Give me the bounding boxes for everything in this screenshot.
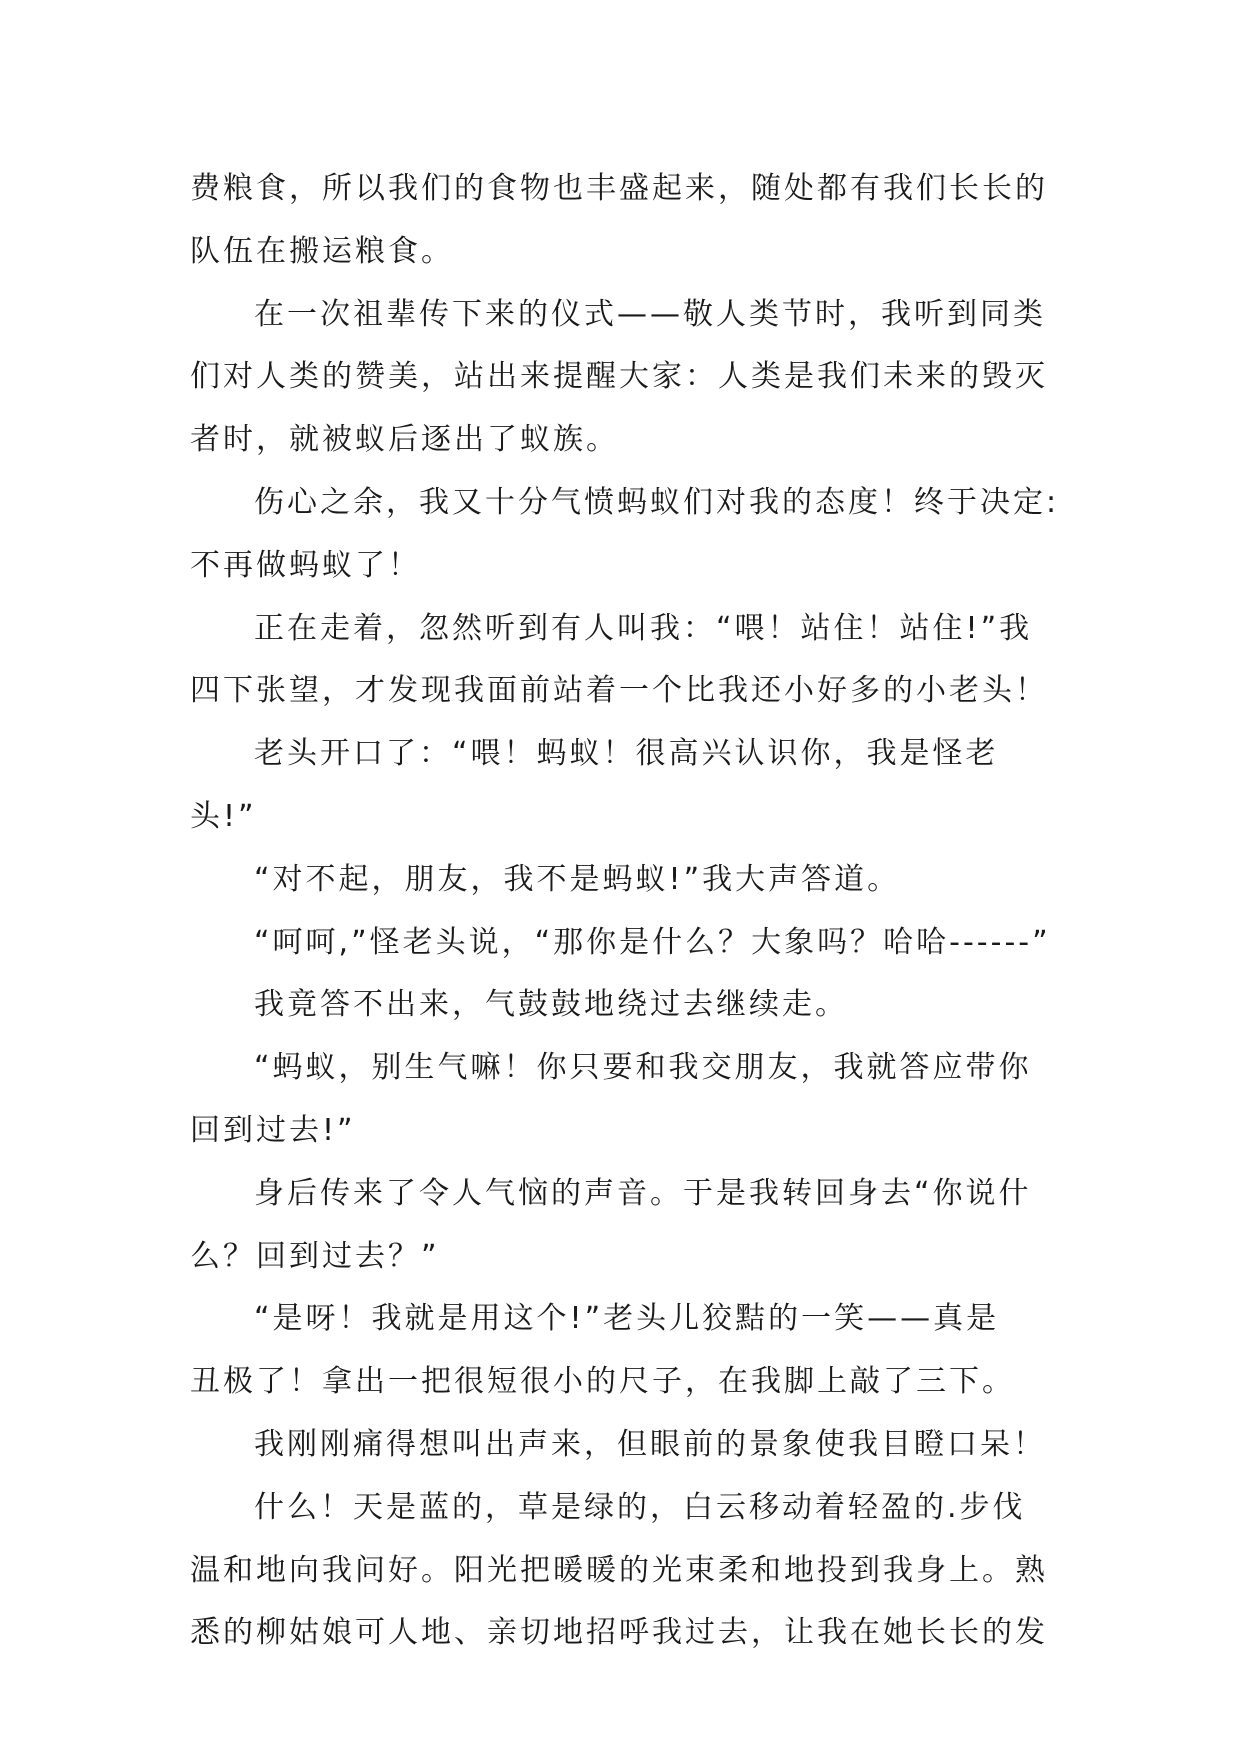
text-line: 温和地向我问好。阳光把暖暖的光束柔和地投到我身上。熟 [190, 1552, 1048, 1588]
text-line: 头!” [190, 798, 257, 834]
text-line: “呵呵,”怪老头说，“那你是什么？大象吗？哈哈------” [254, 924, 1051, 960]
text-line: 伤心之余，我又十分气愤蚂蚁们对我的态度！终于决定: [254, 484, 1060, 520]
body-text [190, 158, 1070, 1665]
text-line: 么？回到过去？” [190, 1238, 440, 1274]
text-line: 四下张望，才发现我面前站着一个比我还小好多的小老头！ [190, 673, 1048, 709]
text-line: “对不起，朋友，我不是蚂蚁!”我大声答道。 [254, 861, 901, 897]
text-line: 费粮食，所以我们的食物也丰盛起来，随处都有我们长长的 [190, 171, 1048, 206]
text-line: “是呀！我就是用这个!”老头儿狡黠的一笑——真是 [254, 1301, 1000, 1337]
text-line: 什么！天是蓝的，草是绿的，白云移动着轻盈的.步伐 [254, 1489, 1026, 1525]
text-line: 不再做蚂蚁了！ [190, 547, 421, 583]
text-line: 我竟答不出来，气鼓鼓地绕过去继续走。 [254, 987, 848, 1023]
text-line: 悉的柳姑娘可人地、亲切地招呼我过去，让我在她长长的发 [190, 1615, 1048, 1651]
text-line: 在一次祖辈传下来的仪式——敬人类节时，我听到同类 [254, 296, 1046, 332]
text-line: 者时，就被蚁后逐出了蚁族。 [190, 422, 619, 458]
text-line: 丑极了！拿出一把很短很小的尺子，在我脚上敲了三下。 [190, 1364, 1015, 1400]
text-line: “蚂蚁，别生气嘛！你只要和我交朋友，我就答应带你 [254, 1050, 1032, 1086]
text-line: 们对人类的赞美，站出来提醒大家：人类是我们未来的毁灭 [190, 359, 1048, 395]
text-line: 身后传来了令人气恼的声音。于是我转回身去“你说什 [254, 1175, 1032, 1211]
text-line: 我刚刚痛得想叫出声来，但眼前的景象使我目瞪口呆！ [254, 1426, 1046, 1462]
text-line: 回到过去!” [190, 1112, 356, 1148]
text-line: 老头开口了：“喂！蚂蚁！很高兴认识你，我是怪老 [254, 736, 999, 772]
text-line: 正在走着，忽然听到有人叫我：“喂！站住！站住!”我 [254, 610, 1033, 646]
text-line: 队伍在搬运粮食。 [190, 233, 454, 269]
